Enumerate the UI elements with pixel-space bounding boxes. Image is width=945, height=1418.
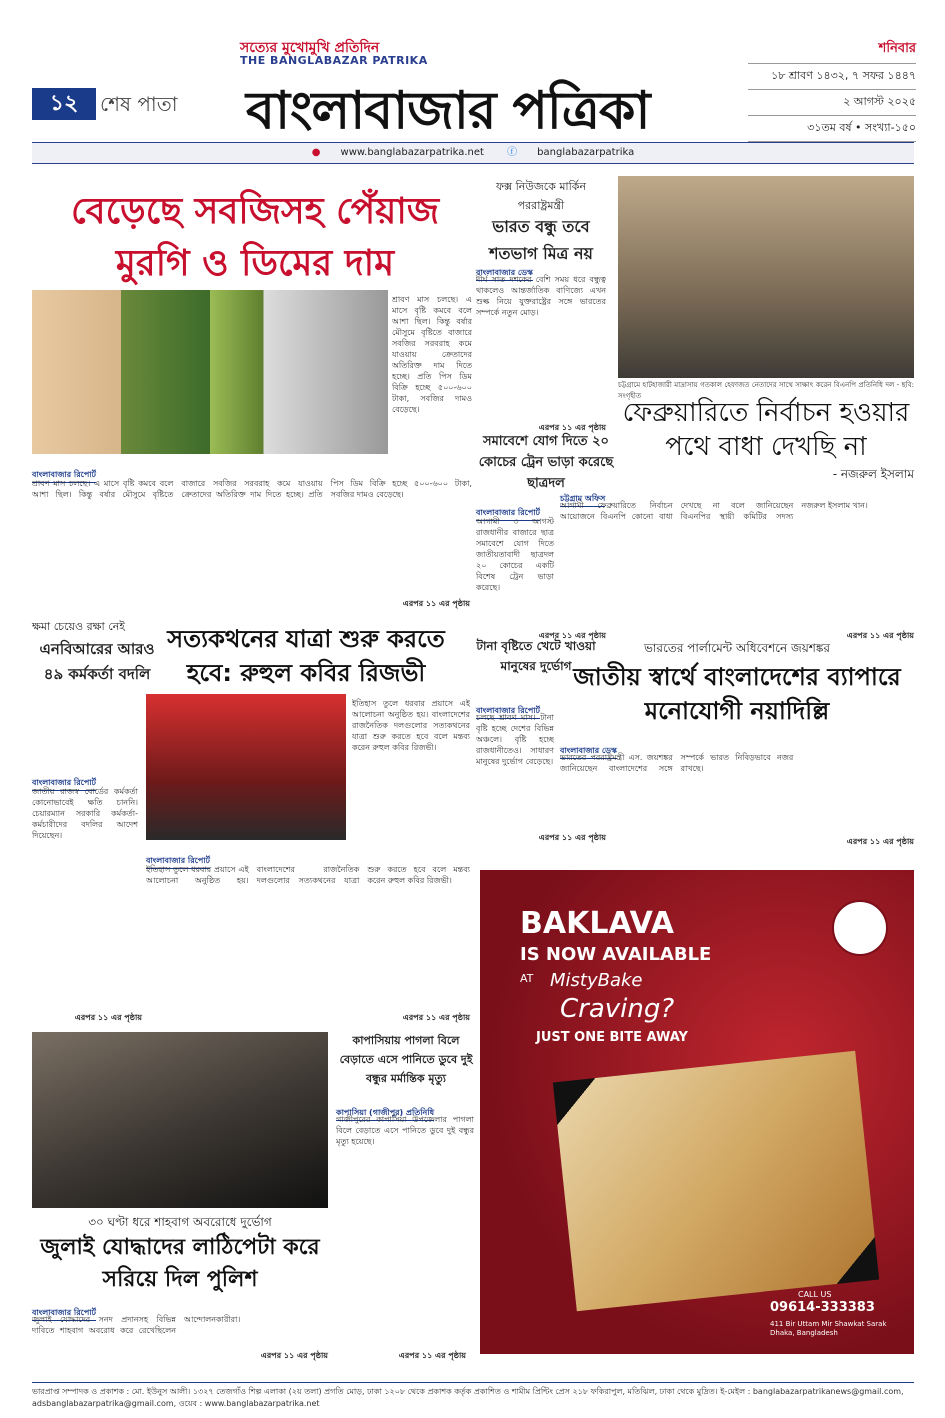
story2-headline: ভারত বন্ধু তবে শতভাগ মিত্র নয়	[489, 217, 593, 263]
story3-byline: চট্টগ্রাম অফিস	[560, 493, 605, 507]
date-bn: ১৮ শ্রাবণ ১৪৩২, ৭ সফর ১৪৪৭	[748, 64, 916, 90]
story10-kicker: ৩০ ঘণ্টা ধরে শাহবাগ অবরোধে দুর্ভোগ	[88, 1215, 272, 1229]
story6-photo	[146, 694, 346, 840]
ad-craving: Craving?	[560, 994, 675, 1024]
story3-body: আগামী ফেব্রুয়ারিতে নির্বাচন আয়োজনে বিএনপি কোনো বাধা দেখছে না বলে জানিয়েছেন বিএনপির স্থায়ী কমিটির সদস্য নজরুল ইসলাম খান।	[560, 501, 868, 521]
story5-kicker: ক্ষমা চেয়েও রক্ষা নেই	[32, 620, 125, 633]
ad-title1: BAKLAVA	[520, 906, 675, 941]
story1-byline: বাংলাবাজার রিপোর্ট	[32, 469, 96, 483]
story1-continued[interactable]: এরপর ১১ এর পৃষ্ঠায়	[402, 599, 470, 608]
story3-headline: ফেব্রুয়ারিতে নির্বাচন হওয়ার পথে বাধা দেখছি না	[622, 398, 910, 462]
story6-body: ইতিহাস তুলে ধরবার প্রয়াসে এই আলোচনা অনুষ্ঠিত হয়। বাংলাদেশের রাজনৈতিক দলগুলোর সত্যকথনের যাত্রা শুরু করতে হবে বলে মন্তব্য করেন রুহুল কবির রিজভী।	[146, 865, 470, 885]
tagline: সত্যের মুখোমুখি প্রতিদিন	[240, 40, 380, 56]
story10-headline: জুলাই যোদ্ধাদের লাঠিপেটা করে সরিয়ে দিল পুলিশ	[40, 1235, 320, 1292]
story6-side-body: ইতিহাস তুলে ধরবার প্রয়াসে এই আলোচনা অনুষ্ঠিত হয়। বাংলাদেশের রাজনৈতিক দলগুলোর সত্যকথনের যাত্রা শুরু করতে হবে বলে মন্তব্য করেন রুহুল কবির রিজভী।	[352, 699, 470, 752]
story3-photo	[618, 176, 914, 378]
story6-byline: বাংলাবাজার রিপোর্ট	[146, 855, 210, 869]
imprint-footer: ভারপ্রাপ্ত সম্পাদক ও প্রকাশক : মো. ইউনুস আলী। ১৩২৭ তেজগাঁও শিল্প এলাকা (২য় তলা) প্রগতি মোড়, ঢাকা ১২০৮ থেকে প্রকাশক কর্তৃক প্রকাশিত ও শামীম প্রিন্টিং প্রেস ২১৮ ফকিরাপুল, মতিঝিল, ঢাকা থেকে মুদ্রিত। ই-মেইল : banglabazarpatrikanews@gmail.com, adsbanglabazarpatrika@gmail.com, ওয়েব : www.banglabazarpatrika.net	[32, 1382, 914, 1410]
ad-phone-label: CALL US	[798, 1290, 832, 1299]
ad-tagline: JUST ONE BITE AWAY	[536, 1030, 688, 1045]
story5-continued[interactable]: এরপর ১১ এর পৃষ্ঠায়	[74, 1013, 142, 1022]
story7-continued[interactable]: এরপর ১১ এর পৃষ্ঠায়	[538, 833, 606, 842]
ad-address: 411 Bir Uttam Mir Shawkat Sarak Dhaka, Bangladesh	[770, 1320, 887, 1337]
story9-byline: কাপাসিয়া (গাজীপুর) প্রতিনিধি	[336, 1107, 434, 1121]
story10-body: জুলাই যোদ্ধাদের সনদ প্রদানসহ বিভিন্ন দাবিতে শাহবাগ অবরোধ করে রেখেছিলেন আন্দোলনকারীরা।	[32, 1315, 241, 1335]
ad-brand: MistyBake	[550, 970, 643, 991]
story3-caption: চট্টগ্রামে হাটহাজারী মাদ্রাসায় গতকাল হেফাজত নেতাদের সাথে সাক্ষাৎ করেন বিএনপি প্রতিনিধি দল - ছবি: সংগৃহীত	[618, 381, 914, 400]
story8-body: ভারতের পররাষ্ট্রমন্ত্রী এস. জয়শঙ্কর জানিয়েছেন বাংলাদেশের সঙ্গে সম্পর্কে ভারত নিবিড়ভাবে নজর রাখছে।	[560, 753, 794, 773]
story1-body: শ্রাবণ মাস চলছে। এ মাসে বৃষ্টি কমবে বলে আশা ছিল। কিন্তু বর্ষার মৌসুমে বৃষ্টিতে বাজারে সবজির সরবরাহ কমে যাওয়ায় ক্রেতাদের অতিরিক্ত দাম দিতে হচ্ছে। প্রতি পিস ডিম বিক্রি হচ্ছে ৫০০-৬০০ টাকা, সবজির দামও বেড়েছে।	[32, 479, 472, 499]
story1-photo	[32, 290, 388, 454]
story2-kicker: ফক্স নিউজকে মার্কিন পররাষ্ট্রমন্ত্রী	[495, 180, 587, 212]
masthead-title: বাংলাবাজার পত্রিকা	[246, 80, 650, 141]
english-name: THE BANGLABAZAR PATRIKA	[240, 54, 428, 67]
story1-headline2: মুরগি ও ডিমের দাম	[115, 243, 395, 284]
story9-headline: কাপাসিয়ায় পাগলা বিলে বেড়াতে এসে পানিতে ডুবে দুই বন্ধুর মর্মান্তিক মৃত্যু	[339, 1034, 473, 1085]
website-link[interactable]: www.banglabazarpatrika.net	[340, 147, 484, 158]
story7-byline: বাংলাবাজার রিপোর্ট	[476, 705, 540, 719]
story3-attribution: - নজরুল ইসলাম	[832, 467, 914, 481]
day: শনিবার	[748, 36, 916, 64]
story1-headline1: বেড়েছে সবজিসহ পেঁয়াজ	[70, 191, 440, 232]
globe-icon: ●	[311, 147, 321, 158]
story8-kicker: ভারতের পার্লামেন্ট অধিবেশনে জয়শঙ্কর	[643, 641, 830, 655]
story9-body: গাজীপুরের কাপাসিয়া উপজেলার পাগলা বিলে বেড়াতে এসে পানিতে ডুবে দুই বন্ধুর মৃত্যু হয়েছে।	[336, 1115, 474, 1146]
baklava-ad[interactable]	[480, 870, 914, 1354]
story6-headline: সত্যকথনের যাত্রা শুরু করতে হবে: রুহুল কবির রিজভী	[167, 625, 445, 687]
story3-continued[interactable]: এরপর ১১ এর পৃষ্ঠায়	[846, 631, 914, 640]
issue: ৩১তম বর্ষ • সংখ্যা-১৫০	[748, 116, 916, 142]
date-en: ২ আগস্ট ২০২৫	[748, 90, 916, 116]
ad-at: AT	[520, 972, 534, 985]
story8-headline: জাতীয় স্বার্থে বাংলাদেশের ব্যাপারে মনোযোগী নয়াদিল্লি	[573, 663, 901, 725]
story8-byline: বাংলাবাজার ডেস্ক	[560, 745, 617, 759]
ad-logo	[832, 900, 888, 956]
facebook-icon: ⓕ	[507, 147, 518, 158]
story5-byline: বাংলাবাজার রিপোর্ট	[32, 777, 96, 791]
story7-headline: টানা বৃষ্টিতে খেটে খাওয়া মানুষের দুর্ভোগ	[476, 639, 596, 673]
story10-continued[interactable]: এরপর ১১ এর পৃষ্ঠায়	[260, 1351, 328, 1360]
story4-byline: বাংলাবাজার রিপোর্ট	[476, 507, 540, 521]
story1-side-body: শ্রাবণ মাস চলছে। এ মাসে বৃষ্টি কমবে বলে আশা ছিল। কিন্তু বর্ষার মৌসুমে বৃষ্টিতে বাজারে সবজির সরবরাহ কমে যাওয়ায় ক্রেতাদের অতিরিক্ত দাম দিতে হচ্ছে। প্রতি পিস ডিম বিক্রি হচ্ছে ৫০০-৬০০ টাকা, সবজির দামও বেড়েছে।	[392, 295, 472, 414]
story8-continued[interactable]: এরপর ১১ এর পৃষ্ঠায়	[846, 837, 914, 846]
ad-phone[interactable]: 09614-333383	[770, 1300, 875, 1315]
story5-body: জাতীয় রাজস্ব বোর্ডের কর্মকর্তা কোনোভাবেই ক্ষতি চাননি। চেয়ারম্যান সরকারি কর্মকর্তা-কর্মচারীদের বদলির আদেশ দিয়েছেন।	[32, 787, 138, 840]
story10-byline: বাংলাবাজার রিপোর্ট	[32, 1307, 96, 1321]
facebook-link[interactable]: banglabazarpatrika	[537, 147, 635, 158]
ad-product-box	[553, 1051, 879, 1312]
story4-continued[interactable]: এরপর ১১ এর পৃষ্ঠায়	[538, 631, 606, 640]
story4-headline: সমাবেশে যোগ দিতে ২০ কোচের ট্রেন ভাড়া করেছে ছাত্রদল	[478, 434, 614, 491]
page-number: ১২	[32, 88, 96, 120]
page-name: শেষ পাতা	[100, 92, 178, 116]
story6-continued[interactable]: এরপর ১১ এর পৃষ্ঠায়	[402, 1013, 470, 1022]
date-block	[748, 36, 916, 142]
web-bar	[32, 142, 914, 164]
story10-photo	[32, 1032, 328, 1208]
ad-title2: IS NOW AVAILABLE	[520, 944, 712, 965]
story2-continued[interactable]: এরপর ১১ এর পৃষ্ঠায়	[538, 423, 606, 432]
story7-body: চলছে শ্রাবণ মাস। টানা বৃষ্টি হচ্ছে দেশের বিভিন্ন অঞ্চলে। বৃষ্টি হচ্ছে রাজধানীতেও। সাধারণ মানুষের দুর্ভোগ বেড়েছে।	[476, 713, 554, 766]
story2-byline: বাংলাবাজার ডেস্ক	[476, 267, 533, 281]
story4-body: আগামী ৩ আগস্ট রাজধানীর বাজারে ছাত্র সমাবেশে যোগ দিতে জাতীয়তাবাদী ছাত্রদল ২০ কোচের একটি বিশেষ ট্রেন ভাড়া করেছে।	[476, 517, 554, 592]
story5-headline: এনবিআরের আরও ৪৯ কর্মকর্তা বদলি	[39, 640, 155, 683]
story2-body: দীর্ঘ সাত দশকের বেশি সময় ধরে বন্ধুত্ব থাকলেও আন্তর্জাতিক বাণিজ্যে এখন শুল্ক নিয়ে যুক্তরাষ্ট্রের সঙ্গে ভারতের সম্পর্কে নতুন মোড়।	[476, 275, 606, 317]
story9-continued[interactable]: এরপর ১১ এর পৃষ্ঠায়	[398, 1351, 466, 1360]
